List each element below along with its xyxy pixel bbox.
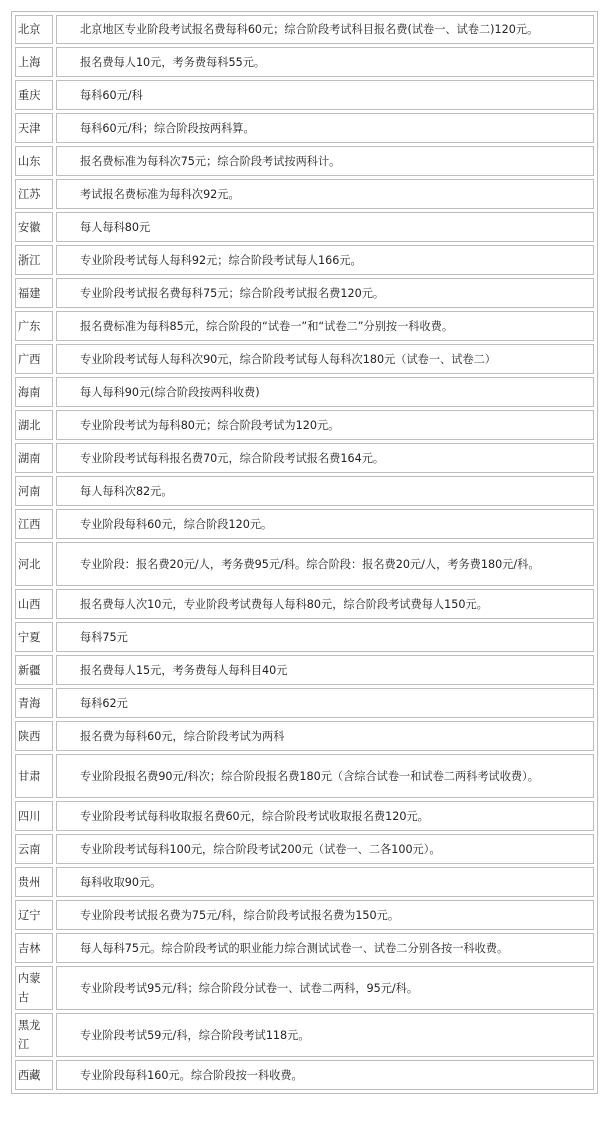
table-row <box>15 589 594 619</box>
fee-description-cell: 专业阶段考试每科报名费70元，综合阶段考试报名费164元。 <box>56 443 594 473</box>
province-cell: 上海 <box>15 47 53 77</box>
table-row <box>15 834 594 864</box>
fee-description-cell: 专业阶段报名费90元/科次；综合阶段报名费180元（含综合试卷一和试卷二两科考试收费）。 <box>56 754 594 798</box>
table-row <box>15 900 594 930</box>
table-row <box>15 867 594 897</box>
province-cell: 广东 <box>15 311 53 341</box>
table-row <box>15 655 594 685</box>
fee-description-cell: 专业阶段每科160元。综合阶段按一科收费。 <box>56 1060 594 1090</box>
table-row <box>15 47 594 77</box>
table-row <box>15 966 594 1010</box>
fee-description-cell: 北京地区专业阶段考试报名费每科60元；综合阶段考试科目报名费(试卷一、试卷二)120元。 <box>56 15 594 44</box>
fee-description-cell: 专业阶段考试每人每科次90元，综合阶段考试每人每科次180元（试卷一、试卷二） <box>56 344 594 374</box>
table-row <box>15 1013 594 1057</box>
fee-description-cell: 每人每科75元。综合阶段考试的职业能力综合测试试卷一、试卷二分别各按一科收费。 <box>56 933 594 963</box>
province-cell: 贵州 <box>15 867 53 897</box>
province-cell: 河南 <box>15 476 53 506</box>
table-row <box>15 801 594 831</box>
province-cell: 内蒙古 <box>15 966 53 1010</box>
fee-table-body <box>15 15 594 1090</box>
table-row <box>15 542 594 586</box>
province-cell: 天津 <box>15 113 53 143</box>
province-cell: 新疆 <box>15 655 53 685</box>
fee-description-cell: 专业阶段考试每人每科92元；综合阶段考试每人166元。 <box>56 245 594 275</box>
fee-description-cell: 每科75元 <box>56 622 594 652</box>
province-cell: 宁夏 <box>15 622 53 652</box>
table-row <box>15 622 594 652</box>
table-row <box>15 113 594 143</box>
province-cell: 湖北 <box>15 410 53 440</box>
province-cell: 辽宁 <box>15 900 53 930</box>
table-row <box>15 721 594 751</box>
table-row <box>15 344 594 374</box>
province-cell: 浙江 <box>15 245 53 275</box>
table-row <box>15 1060 594 1090</box>
province-cell: 广西 <box>15 344 53 374</box>
fee-description-cell: 报名费每人15元，考务费每人每科目40元 <box>56 655 594 685</box>
fee-description-cell: 每人每科80元 <box>56 212 594 242</box>
table-row <box>15 509 594 539</box>
fee-description-cell: 专业阶段考试报名费每科75元；综合阶段考试报名费120元。 <box>56 278 594 308</box>
fee-description-cell: 每科60元/科；综合阶段按两科算。 <box>56 113 594 143</box>
fee-description-cell: 每人每科次82元。 <box>56 476 594 506</box>
province-cell: 陕西 <box>15 721 53 751</box>
province-cell: 黑龙江 <box>15 1013 53 1057</box>
province-cell: 安徽 <box>15 212 53 242</box>
table-row <box>15 443 594 473</box>
fee-description-cell: 专业阶段考试每科100元，综合阶段考试200元（试卷一、二各100元）。 <box>56 834 594 864</box>
exam-fee-table <box>11 11 598 1094</box>
fee-description-cell: 专业阶段考试59元/科，综合阶段考试118元。 <box>56 1013 594 1057</box>
fee-description-cell: 报名费标准为每科85元，综合阶段的“试卷一”和“试卷二”分别按一科收费。 <box>56 311 594 341</box>
table-row <box>15 80 594 110</box>
table-row <box>15 410 594 440</box>
fee-description-cell: 报名费每人10元，考务费每科55元。 <box>56 47 594 77</box>
province-cell: 重庆 <box>15 80 53 110</box>
fee-description-cell: 报名费标准为每科次75元；综合阶段考试按两科计。 <box>56 146 594 176</box>
fee-description-cell: 每科收取90元。 <box>56 867 594 897</box>
province-cell: 湖南 <box>15 443 53 473</box>
fee-description-cell: 每科60元/科 <box>56 80 594 110</box>
province-cell: 四川 <box>15 801 53 831</box>
table-row <box>15 476 594 506</box>
table-row <box>15 146 594 176</box>
fee-description-cell: 报名费每人次10元，专业阶段考试费每人每科80元，综合阶段考试费每人150元。 <box>56 589 594 619</box>
table-row <box>15 377 594 407</box>
table-row <box>15 933 594 963</box>
fee-description-cell: 每人每科90元(综合阶段按两科收费) <box>56 377 594 407</box>
province-cell: 云南 <box>15 834 53 864</box>
fee-description-cell: 专业阶段每科60元，综合阶段120元。 <box>56 509 594 539</box>
province-cell: 江苏 <box>15 179 53 209</box>
fee-description-cell: 考试报名费标准为每科次92元。 <box>56 179 594 209</box>
table-row <box>15 179 594 209</box>
province-cell: 福建 <box>15 278 53 308</box>
table-row <box>15 754 594 798</box>
fee-description-cell: 每科62元 <box>56 688 594 718</box>
fee-description-cell: 专业阶段考试报名费为75元/科，综合阶段考试报名费为150元。 <box>56 900 594 930</box>
table-row <box>15 688 594 718</box>
province-cell: 山西 <box>15 589 53 619</box>
province-cell: 海南 <box>15 377 53 407</box>
province-cell: 北京 <box>15 15 53 44</box>
fee-description-cell: 专业阶段考试为每科80元；综合阶段考试为120元。 <box>56 410 594 440</box>
province-cell: 吉林 <box>15 933 53 963</box>
table-row <box>15 311 594 341</box>
table-row <box>15 278 594 308</box>
province-cell: 西藏 <box>15 1060 53 1090</box>
table-row <box>15 212 594 242</box>
province-cell: 山东 <box>15 146 53 176</box>
fee-table-container <box>11 11 598 1094</box>
fee-description-cell: 专业阶段考试95元/科；综合阶段分试卷一、试卷二两科，95元/科。 <box>56 966 594 1010</box>
fee-description-cell: 报名费为每科60元，综合阶段考试为两科 <box>56 721 594 751</box>
province-cell: 甘肃 <box>15 754 53 798</box>
province-cell: 青海 <box>15 688 53 718</box>
province-cell: 河北 <box>15 542 53 586</box>
province-cell: 江西 <box>15 509 53 539</box>
fee-description-cell: 专业阶段：报名费20元/人，考务费95元/科。综合阶段：报名费20元/人，考务费180元/科。 <box>56 542 594 586</box>
table-row <box>15 15 594 44</box>
fee-description-cell: 专业阶段考试每科收取报名费60元，综合阶段考试收取报名费120元。 <box>56 801 594 831</box>
table-row <box>15 245 594 275</box>
